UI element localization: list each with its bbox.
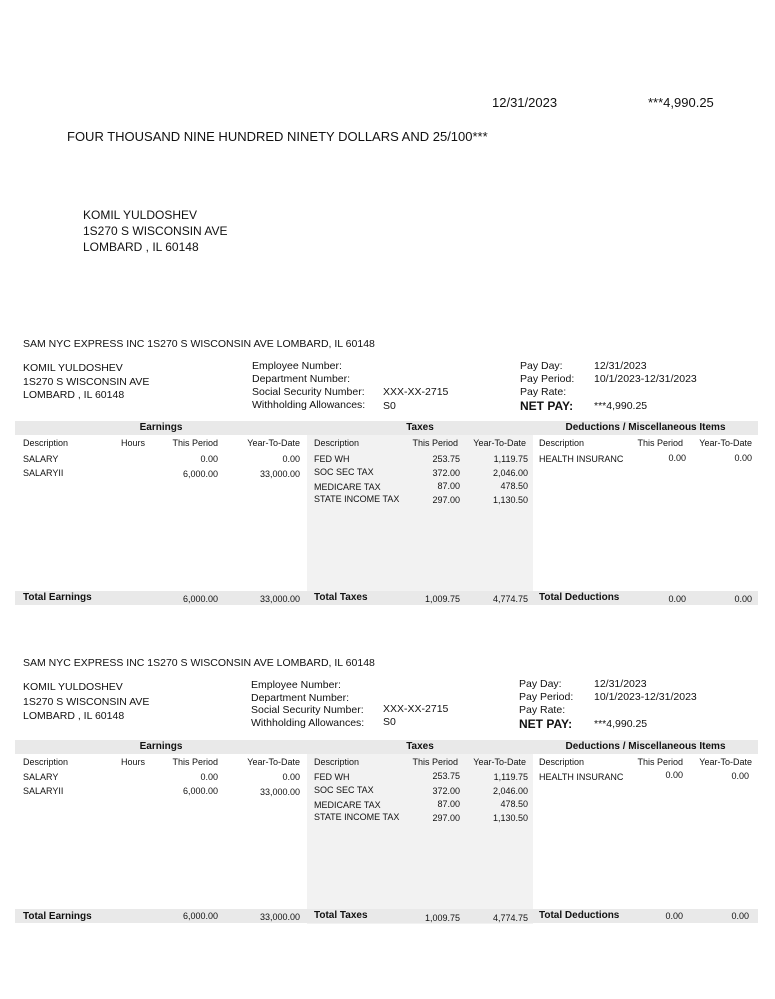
earnings-header-hours: Hours <box>121 757 146 767</box>
tax-row-period: 297.00 <box>432 813 460 823</box>
earnings-row-period: 0.00 <box>200 454 218 464</box>
total-earnings-period: 6,000.00 <box>182 594 218 604</box>
tax-row-period: 87.00 <box>437 799 460 809</box>
employee-name: KOMIL YULDOSHEV <box>23 681 123 693</box>
employee-city: LOMBARD , IL 60148 <box>23 710 125 722</box>
taxes-header-this-period: This Period <box>412 757 458 767</box>
total-taxes-label: Total Taxes <box>314 592 368 603</box>
earnings-row-period: 6,000.00 <box>182 786 218 796</box>
tax-row-period: 372.00 <box>432 468 460 478</box>
tax-row-ytd: 1,130.50 <box>492 813 528 823</box>
earnings-header-ytd: Year-To-Date <box>247 757 300 767</box>
taxes-header-ytd: Year-To-Date <box>473 438 526 448</box>
tax-row-ytd: 1,119.75 <box>493 454 528 464</box>
deductions-title: Deductions / Miscellaneous Items <box>565 422 726 433</box>
employee-info-labels <box>251 679 364 729</box>
tax-row-desc: SOC SEC TAX <box>314 467 374 477</box>
total-earnings-label: Total Earnings <box>23 592 92 603</box>
company-line: SAM NYC EXPRESS INC 1S270 S WISCONSIN AVE LOMBARD, IL 60148 <box>23 338 375 350</box>
earnings-row-desc: SALARY <box>23 454 59 464</box>
employee-address <box>23 362 149 403</box>
total-taxes-ytd: 4,774.75 <box>492 594 528 604</box>
tax-row-desc: STATE INCOME TAX <box>314 812 400 822</box>
net-pay-label: NET PAY: <box>520 399 574 413</box>
amount-in-words: FOUR THOUSAND NINE HUNDRED NINETY DOLLARS AND 25/100*** <box>67 129 488 144</box>
ssn-label: Social Security Number: <box>252 386 365 398</box>
total-deductions-label: Total Deductions <box>539 592 620 603</box>
pay-day-label: Pay Day: <box>520 360 563 372</box>
net-pay-label: NET PAY: <box>519 717 573 731</box>
tax-row-ytd: 478.50 <box>500 481 528 491</box>
employee-number-label: Employee Number: <box>251 679 341 691</box>
earnings-header-ytd: Year-To-Date <box>247 438 300 448</box>
payee-name: KOMIL YULDOSHEV <box>83 208 198 222</box>
pay-day-value: 12/31/2023 <box>594 678 647 690</box>
total-earnings-ytd: 33,000.00 <box>259 912 300 922</box>
tax-row-ytd: 1,119.75 <box>493 772 528 782</box>
total-taxes-period: 1,009.75 <box>424 594 460 604</box>
tax-row-period: 297.00 <box>432 495 460 505</box>
tax-row-desc: STATE INCOME TAX <box>314 494 400 504</box>
total-earnings-ytd: 33,000.00 <box>259 594 300 604</box>
total-taxes-label: Total Taxes <box>314 910 368 921</box>
tax-row-desc: MEDICARE TAX <box>314 800 381 810</box>
deductions-header-ytd: Year-To-Date <box>699 757 752 767</box>
tax-row-desc: FED WH <box>314 454 350 464</box>
tax-row-ytd: 2,046.00 <box>492 468 528 478</box>
earnings-row-ytd: 0.00 <box>282 454 300 464</box>
earnings-row-desc: SALARYII <box>23 786 64 796</box>
pay-rate-label: Pay Rate: <box>520 386 567 398</box>
deductions-header-ytd: Year-To-Date <box>699 438 752 448</box>
earnings-row-desc: SALARYII <box>23 468 64 478</box>
tax-row-desc: SOC SEC TAX <box>314 785 374 795</box>
company-line: SAM NYC EXPRESS INC 1S270 S WISCONSIN AVE LOMBARD, IL 60148 <box>23 657 375 669</box>
pay-rate-label: Pay Rate: <box>519 704 566 716</box>
taxes-title: Taxes <box>406 741 434 752</box>
deductions-header-description: Description <box>539 438 585 448</box>
earnings-header-hours: Hours <box>121 438 146 448</box>
tax-row-desc: FED WH <box>314 772 350 782</box>
deduction-row-period: 0.00 <box>668 453 686 463</box>
employee-city: LOMBARD , IL 60148 <box>23 389 125 401</box>
total-deductions-period: 0.00 <box>665 911 683 921</box>
tax-row-period: 372.00 <box>432 786 460 796</box>
allowances-value: S0 <box>383 400 396 412</box>
tax-row-ytd: 2,046.00 <box>492 786 528 796</box>
tax-row-ytd: 478.50 <box>500 799 528 809</box>
pay-period-value: 10/1/2023-12/31/2023 <box>594 373 697 385</box>
deductions-header-this-period: This Period <box>637 438 683 448</box>
ssn-value: XXX-XX-2715 <box>383 386 449 398</box>
allowances-label: Withholding Allowances: <box>252 399 366 411</box>
employee-address <box>23 680 149 724</box>
check-date: 12/31/2023 <box>492 95 558 110</box>
pay-info-labels <box>520 360 574 399</box>
payee-city: LOMBARD , IL 60148 <box>83 240 199 254</box>
earnings-title: Earnings <box>139 422 183 433</box>
check-amount: ***4,990.25 <box>648 95 714 110</box>
deduction-row-desc: HEALTH INSURANC <box>539 772 624 782</box>
deductions-header-this-period: This Period <box>637 757 683 767</box>
total-earnings-label: Total Earnings <box>23 911 92 922</box>
employee-number-label: Employee Number: <box>252 360 342 372</box>
employee-street: 1S270 S WISCONSIN AVE <box>23 695 150 708</box>
deduction-row-period: 0.00 <box>665 770 683 780</box>
total-deductions-label: Total Deductions <box>539 910 620 921</box>
pay-stub <box>0 337 775 647</box>
earnings-row-desc: SALARY <box>23 772 59 782</box>
tax-row-desc: MEDICARE TAX <box>314 482 381 492</box>
employee-name: KOMIL YULDOSHEV <box>23 362 123 374</box>
pay-day-label: Pay Day: <box>519 678 562 690</box>
tax-row-ytd: 1,130.50 <box>492 495 528 505</box>
deduction-row-desc: HEALTH INSURANC <box>539 454 624 464</box>
allowances-value: S0 <box>383 716 396 728</box>
employee-street: 1S270 S WISCONSIN AVE <box>23 375 150 388</box>
department-number-label: Department Number: <box>252 373 351 385</box>
pay-stub <box>0 656 775 966</box>
pay-day-value: 12/31/2023 <box>594 360 647 372</box>
total-earnings-period: 6,000.00 <box>182 911 218 921</box>
total-deductions-ytd: 0.00 <box>731 911 749 921</box>
earnings-header-this-period: This Period <box>172 438 218 448</box>
pay-info-values <box>594 678 697 704</box>
deductions-title: Deductions / Miscellaneous Items <box>565 741 726 752</box>
deduction-row-ytd: 0.00 <box>731 771 749 781</box>
net-pay-value: ***4,990.25 <box>594 400 648 412</box>
earnings-header-description: Description <box>23 438 69 448</box>
total-deductions-period: 0.00 <box>668 594 686 604</box>
pay-info-values <box>594 360 697 386</box>
earnings-row-ytd: 33,000.00 <box>259 787 300 797</box>
ssn-label: Social Security Number: <box>251 704 364 716</box>
earnings-header-this-period: This Period <box>172 757 218 767</box>
earnings-row-ytd: 0.00 <box>282 772 300 782</box>
tax-row-period: 253.75 <box>432 454 460 464</box>
earnings-row-period: 6,000.00 <box>182 469 218 479</box>
tax-row-period: 87.00 <box>437 481 460 491</box>
net-pay-value: ***4,990.25 <box>594 718 648 730</box>
employee-info-labels <box>252 360 365 412</box>
allowances-label: Withholding Allowances: <box>251 716 365 729</box>
taxes-header-description: Description <box>314 438 360 448</box>
taxes-title: Taxes <box>406 422 434 433</box>
pay-period-label: Pay Period: <box>519 691 574 703</box>
total-taxes-ytd: 4,774.75 <box>492 913 528 923</box>
pay-period-value: 10/1/2023-12/31/2023 <box>594 691 697 703</box>
pay-info-labels <box>519 678 573 717</box>
earnings-row-ytd: 33,000.00 <box>259 469 300 479</box>
payee-street: 1S270 S WISCONSIN AVE <box>83 224 228 238</box>
tax-row-period: 253.75 <box>432 771 460 781</box>
deduction-row-ytd: 0.00 <box>734 453 752 463</box>
total-taxes-period: 1,009.75 <box>424 913 460 923</box>
total-deductions-ytd: 0.00 <box>734 594 752 604</box>
department-number-label: Department Number: <box>251 691 350 704</box>
payee-address <box>83 207 228 255</box>
pay-period-label: Pay Period: <box>520 373 575 385</box>
earnings-row-period: 0.00 <box>200 772 218 782</box>
taxes-header-description: Description <box>314 757 360 767</box>
ssn-value: XXX-XX-2715 <box>383 703 449 715</box>
earnings-header-description: Description <box>23 757 69 767</box>
deductions-header-description: Description <box>539 757 585 767</box>
earnings-title: Earnings <box>139 741 183 752</box>
taxes-header-ytd: Year-To-Date <box>473 757 526 767</box>
taxes-header-this-period: This Period <box>412 438 458 448</box>
